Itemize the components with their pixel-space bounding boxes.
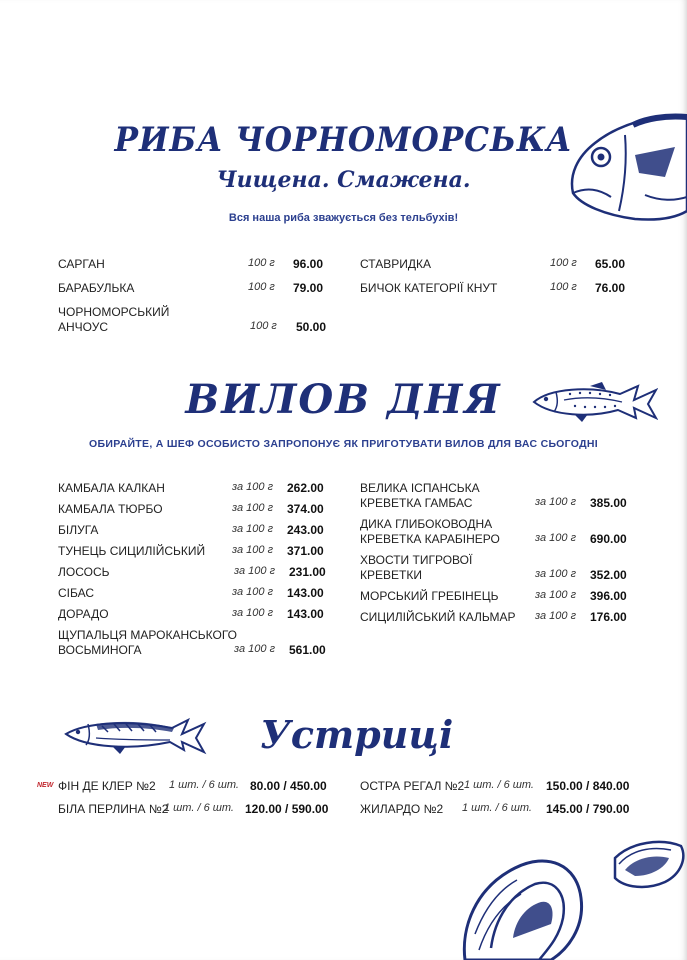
section1-note: Вся наша риба зважується без тельбухів! bbox=[228, 212, 459, 224]
menu-item: БАРАБУЛЬКА 100 г 79.00 bbox=[58, 281, 324, 295]
menu-item: КАМБАЛА ТЮРБО за 100 г 374.00 bbox=[58, 502, 324, 516]
section3-title: Устриці bbox=[260, 712, 454, 757]
menu-item: ЧОРНОМОРСЬКИЙ АНЧОУС 100 г 50.00 bbox=[58, 305, 327, 334]
menu-item: САРГАН 100 г 96.00 bbox=[58, 257, 324, 271]
menu-item: ДИКА ГЛИБОКОВОДНА КРЕВЕТКА КАРАБІНЕРО за 100 г 690.00 bbox=[360, 517, 627, 546]
new-badge: NEW bbox=[37, 782, 54, 789]
mackerel-illustration-icon bbox=[62, 712, 208, 758]
section1-title: РИБА ЧОРНОМОРСЬКА bbox=[114, 120, 573, 160]
menu-item: ЖИЛАРДО №2 1 шт. / 6 шт. 145.00 / 790.00 bbox=[360, 802, 630, 816]
menu-item: ОСТРА РЕГАЛ №2 1 шт. / 6 шт. 150.00 / 840.00 bbox=[360, 779, 630, 793]
oyster-illustration-icon bbox=[455, 838, 687, 960]
section2-subtitle: ОБИРАЙТЕ, А ШЕФ ОСОБИСТО ЗАПРОПОНУЄ ЯК ПРИГОТУВАТИ ВИЛОВ ДЛЯ ВАС СЬОГОДНІ bbox=[89, 438, 598, 450]
menu-item: ЛОСОСЬ за 100 г 231.00 bbox=[58, 565, 326, 579]
menu-item: МОРСЬКИЙ ГРЕБІНЕЦЬ за 100 г 396.00 bbox=[360, 589, 627, 603]
menu-item: ХВОСТИ ТИГРОВОЇ КРЕВЕТКИ за 100 г 352.00 bbox=[360, 553, 627, 582]
menu-item: ДОРАДО за 100 г 143.00 bbox=[58, 607, 324, 621]
menu-item: БІЛУГА за 100 г 243.00 bbox=[58, 523, 324, 537]
trout-illustration-icon bbox=[530, 380, 658, 424]
menu-item: КАМБАЛА КАЛКАН за 100 г 262.00 bbox=[58, 481, 324, 495]
menu-item: СТАВРИДКА 100 г 65.00 bbox=[360, 257, 626, 271]
section2-title: ВИЛОВ ДНЯ bbox=[185, 376, 502, 423]
menu-item: ФІН ДЕ КЛЕР №2 1 шт. / 6 шт. 80.00 / 450.00 bbox=[58, 779, 327, 793]
menu-item: БІЛА ПЕРЛИНА №2 1 шт. / 6 шт. 120.00 / 590.00 bbox=[58, 802, 329, 816]
menu-item: СИЦИЛІЙСЬКИЙ КАЛЬМАР за 100 г 176.00 bbox=[360, 610, 627, 624]
menu-item: ВЕЛИКА ІСПАНСЬКА КРЕВЕТКА ГАМБАС за 100 г 385.00 bbox=[360, 481, 627, 510]
menu-item: ЩУПАЛЬЦЯ МАРОКАНСЬКОГО ВОСЬМИНОГА за 100 г 561.00 bbox=[58, 628, 326, 657]
section1-subtitle: Чищена. Смажена. bbox=[216, 167, 471, 193]
menu-item: ТУНЕЦЬ СИЦИЛІЙСЬКИЙ за 100 г 371.00 bbox=[58, 544, 324, 558]
menu-item: БИЧОК КАТЕГОРІЇ КНУТ 100 г 76.00 bbox=[360, 281, 626, 295]
menu-item: СІБАС за 100 г 143.00 bbox=[58, 586, 324, 600]
